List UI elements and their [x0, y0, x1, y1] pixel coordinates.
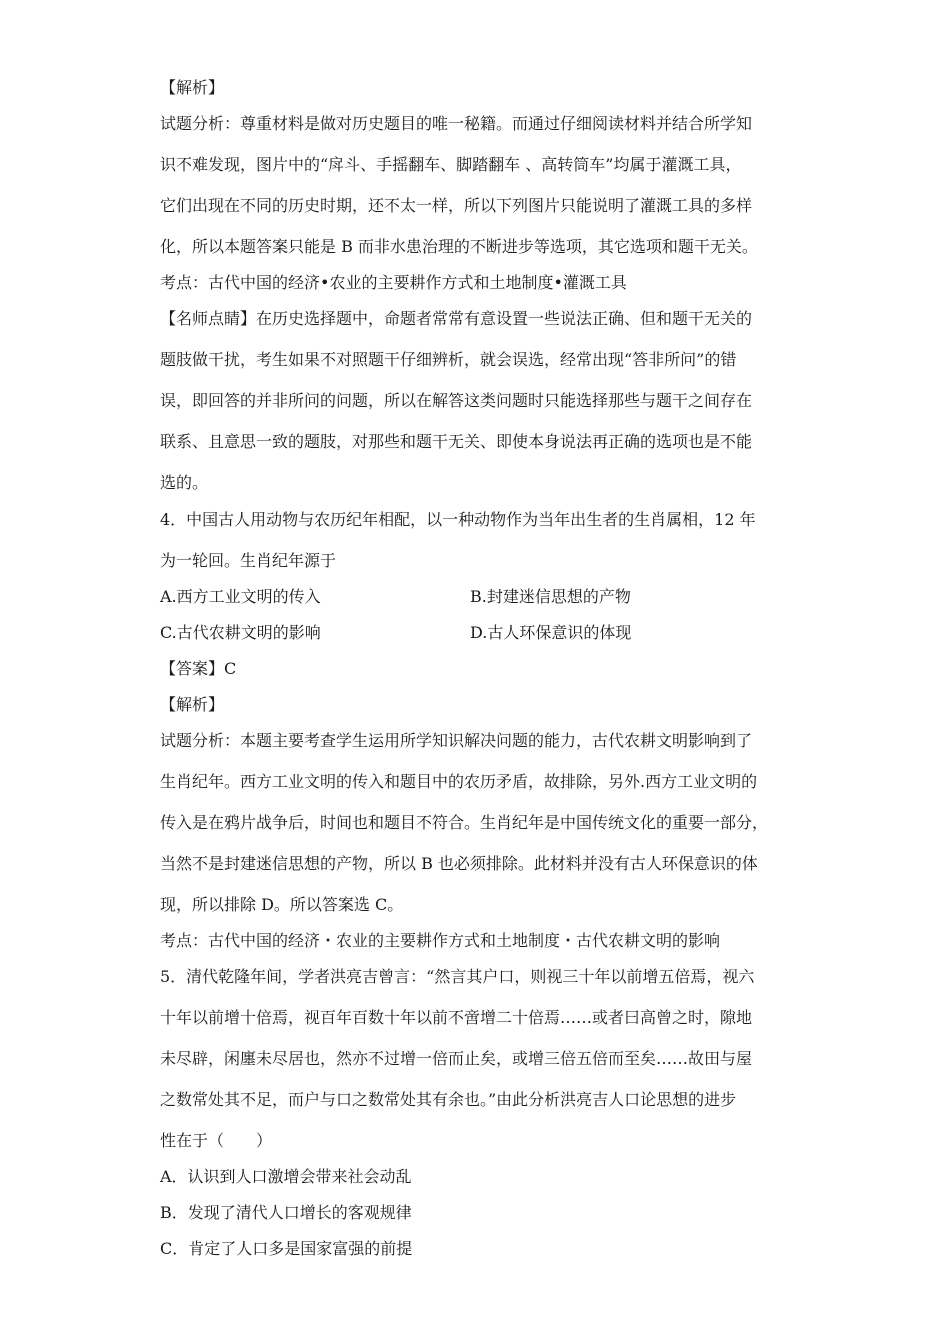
option-b: B．发现了清代人口增长的客观规律: [160, 1203, 412, 1222]
option-c: C．肯定了人口多是国家富强的前提: [160, 1239, 413, 1258]
text-line: 试题分析：尊重材料是做对历史题目的唯一秘籍。而通过仔细阅读材料并结合所学知: [160, 114, 753, 133]
teacher-note: 【名师点睛】在历史选择题中，命题者常常有意设置一些说法正确、但和题干无关的: [160, 309, 753, 328]
option-a: A.西方工业文明的传入: [160, 587, 321, 606]
option-c: C.古代农耕文明的影响: [160, 623, 321, 642]
text-line: 选的。: [160, 473, 209, 492]
question-4-stem: 4．中国古人用动物与农历纪年相配，以一种动物作为当年出生者的生肖属相，12 年: [160, 510, 756, 529]
text-line: 试题分析：本题主要考查学生运用所学知识解决问题的能力，古代农耕文明影响到了: [160, 731, 753, 750]
option-d: D.古人环保意识的体现: [470, 623, 632, 642]
text-line: 生肖纪年。西方工业文明的传入和题目中的农历矛盾，故排除，另外.西方工业文明的: [160, 772, 758, 791]
analysis-heading: 【解析】: [160, 78, 225, 97]
question-5-stem: 之数常处其不足，而户与口之数常处其有余也。”由此分析洪亮吉人口论思想的进步: [160, 1090, 737, 1109]
knowledge-point: 考点：古代中国的经济•农业的主要耕作方式和土地制度•灌溉工具: [160, 273, 627, 292]
text-line: 它们出现在不同的历史时期，还不太一样，所以下列图片只能说明了灌溉工具的多样: [160, 196, 753, 215]
text-line: 题肢做干扰，考生如果不对照题干仔细辨析，就会误选，经常出现“答非所问”的错: [160, 350, 737, 369]
text-line: 传入是在鸦片战争后，时间也和题目不符合。生肖纪年是中国传统文化的重要一部分，: [160, 813, 769, 832]
text-line: 现，所以排除 D。所以答案选 C。: [160, 895, 404, 914]
option-b: B.封建迷信思想的产物: [470, 587, 631, 606]
text-line: 化，所以本题答案只能是 B 而非水患治理的不断进步等选项，其它选项和题干无关。: [160, 237, 758, 256]
knowledge-point: 考点：古代中国的经济・农业的主要耕作方式和土地制度・古代农耕文明的影响: [160, 931, 721, 950]
analysis-heading: 【解析】: [160, 695, 225, 714]
question-4-options-row-1: [160, 587, 631, 607]
question-4-options-row-2: [160, 623, 632, 643]
option-a: A．认识到人口激增会带来社会动乱: [160, 1167, 412, 1186]
text-line: 联系、且意思一致的题肢，对那些和题干无关、即使本身说法再正确的选项也是不能: [160, 432, 753, 451]
question-5-stem: 十年以前增十倍焉，视百年百数十年以前不啻增二十倍焉……或者曰高曾之时，隙地: [160, 1008, 753, 1027]
text-line: 误，即回答的并非所问的问题，所以在解答这类问题时只能选择那些与题干之间存在: [160, 391, 753, 410]
question-5-stem: 5．清代乾隆年间，学者洪亮吉曾言：“然言其户口，则视三十年以前增五倍焉，视六: [160, 967, 755, 986]
question-5-stem: 性在于（ ）: [160, 1131, 273, 1150]
question-4-stem: 为一轮回。生肖纪年源于: [160, 551, 337, 570]
text-line: 识不难发现，图片中的“戽斗、手摇翻车、脚踏翻车 、高转筒车”均属于灌溉工具，: [160, 155, 742, 174]
question-5-stem: 未尽辟，闲廛未尽居也，然亦不过增一倍而止矣，或增三倍五倍而至矣……故田与屋: [160, 1049, 753, 1068]
text-line: 当然不是封建迷信思想的产物，所以 B 也必须排除。此材料并没有古人环保意识的体: [160, 854, 758, 873]
answer: 【答案】C: [160, 659, 237, 678]
